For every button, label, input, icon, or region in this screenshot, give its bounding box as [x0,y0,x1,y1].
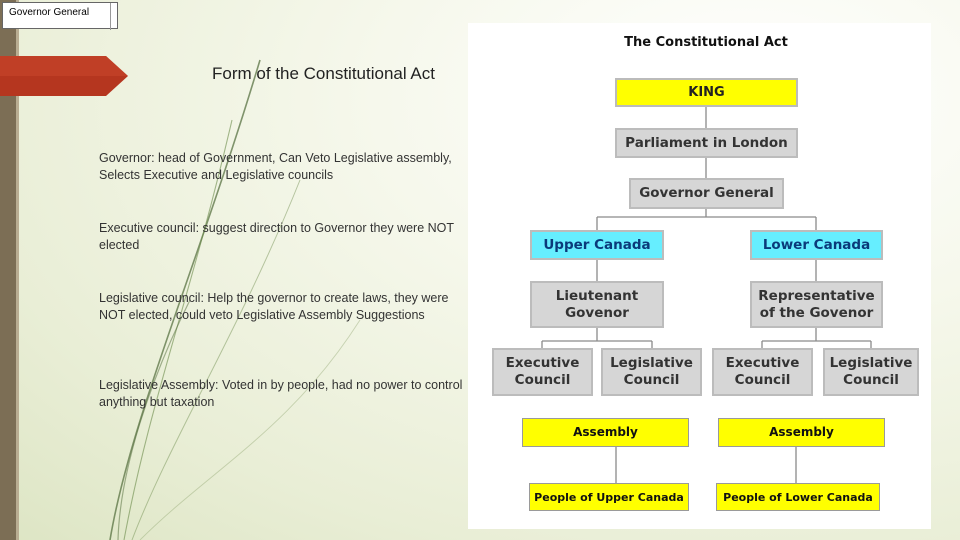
bullet-governor: Governor: head of Government, Can Veto Legislative assembly, Selects Executive and Legislative councils [99,151,452,182]
tag-divider [110,3,111,30]
constitutional-act-diagram [468,23,931,529]
bullet-executive-council: Executive council: suggest direction to Governor they were NOT elected [99,221,454,252]
red-arrow-accent [0,56,128,96]
node-lieutenant-governor: Lieutenant Govenor [530,281,664,328]
tag-label: Governor General [9,7,90,18]
bullet-legislative-council: Legislative council: Help the governor to create laws, they were NOT elected, could veto Legislative Assembly Suggestions [99,291,449,322]
node-lower-legislative-council: Legislative Council [823,348,919,396]
slide-title: Form of the Constitutional Act [212,64,435,83]
node-upper-canada: Upper Canada [530,230,664,260]
node-governor-general: Governor General [629,178,784,209]
node-upper-legislative-council: Legislative Council [601,348,702,396]
node-lower-canada: Lower Canada [750,230,883,260]
node-people-of-upper-canada: People of Upper Canada [529,483,689,511]
node-upper-assembly: Assembly [522,418,689,447]
diagram-title: The Constitutional Act [624,35,788,50]
bullet-legislative-assembly: Legislative Assembly: Voted in by people, had no power to control anything but taxation [99,378,463,409]
node-representative-of-governor: Representative of the Govenor [750,281,883,328]
node-people-of-lower-canada: People of Lower Canada [716,483,880,511]
governor-general-tag [2,2,118,29]
node-king: KING [615,78,798,107]
node-lower-assembly: Assembly [718,418,885,447]
node-upper-executive-council: Executive Council [492,348,593,396]
node-parliament-in-london: Parliament in London [615,128,798,158]
node-lower-executive-council: Executive Council [712,348,813,396]
